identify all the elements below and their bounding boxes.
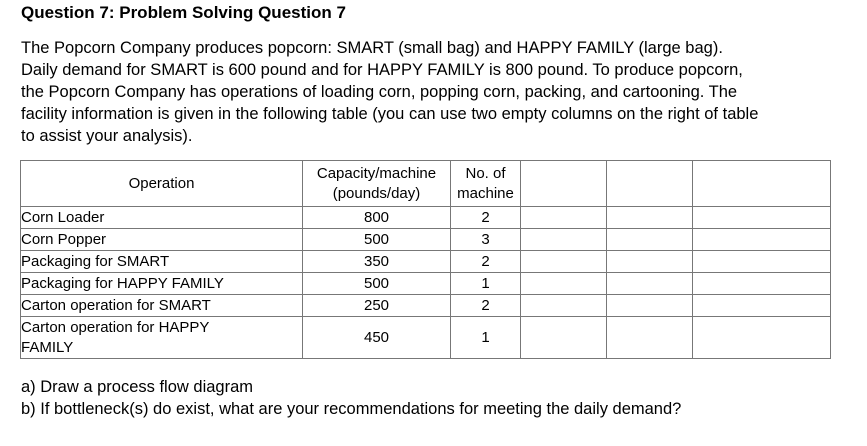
machines-cell: 3 [451, 229, 521, 251]
header-capacity [303, 161, 451, 207]
empty-analysis-cell[interactable] [521, 161, 607, 207]
description-line: The Popcorn Company produces popcorn: SMART (small bag) and HAPPY FAMILY (large bag). [21, 39, 723, 57]
empty-analysis-cell[interactable] [521, 251, 607, 273]
empty-analysis-cell[interactable] [521, 207, 607, 229]
machines-cell: 2 [451, 251, 521, 273]
header-operation: Operation [21, 161, 303, 207]
empty-analysis-cell[interactable] [607, 317, 693, 359]
facility-table [20, 160, 831, 359]
header-machines-line1: No. of [465, 164, 506, 182]
table-row [21, 273, 831, 295]
empty-analysis-cell[interactable] [693, 229, 831, 251]
empty-analysis-cell[interactable] [693, 317, 831, 359]
capacity-cell: 350 [303, 251, 451, 273]
empty-analysis-cell[interactable] [607, 207, 693, 229]
question-b: b) If bottleneck(s) do exist, what are your recommendations for meeting the daily demand? [21, 400, 682, 418]
empty-analysis-cell[interactable] [521, 229, 607, 251]
table-row [21, 229, 831, 251]
empty-analysis-cell[interactable] [521, 317, 607, 359]
empty-analysis-cell[interactable] [607, 161, 693, 207]
empty-analysis-cell[interactable] [521, 273, 607, 295]
header-machines [451, 161, 521, 207]
sub-questions [21, 376, 681, 420]
operation-cell: Carton operation for SMART [21, 295, 303, 317]
problem-description [21, 37, 851, 147]
machines-cell: 2 [451, 207, 521, 229]
empty-analysis-cell[interactable] [693, 295, 831, 317]
operation-cell: Corn Loader [21, 207, 303, 229]
question-title: Question 7: Problem Solving Question 7 [21, 3, 346, 22]
question-a: a) Draw a process flow diagram [21, 378, 253, 396]
machines-cell: 1 [451, 273, 521, 295]
machines-cell: 2 [451, 295, 521, 317]
empty-analysis-cell[interactable] [521, 295, 607, 317]
machines-cell: 1 [451, 317, 521, 359]
header-capacity-line2: (pounds/day) [332, 184, 421, 202]
capacity-cell: 250 [303, 295, 451, 317]
description-line: Daily demand for SMART is 600 pound and for HAPPY FAMILY is 800 pound. To produce popcorn, [21, 61, 743, 79]
table-row [21, 207, 831, 229]
empty-analysis-cell[interactable] [607, 229, 693, 251]
description-line: facility information is given in the following table (you can use two empty columns on the right of table [21, 105, 759, 123]
header-machines-line2: machine [457, 184, 514, 202]
capacity-cell: 450 [303, 317, 451, 359]
description-line: to assist your analysis). [21, 127, 193, 145]
operation-cell: Packaging for SMART [21, 251, 303, 273]
operation-cell: Corn Popper [21, 229, 303, 251]
table-row [21, 251, 831, 273]
capacity-cell: 500 [303, 229, 451, 251]
operation-cell [21, 317, 303, 359]
operation-line2: FAMILY [21, 338, 74, 356]
empty-analysis-cell[interactable] [607, 273, 693, 295]
empty-analysis-cell[interactable] [607, 251, 693, 273]
table-row [21, 317, 831, 359]
empty-analysis-cell[interactable] [693, 273, 831, 295]
table-row [21, 295, 831, 317]
empty-analysis-cell[interactable] [693, 161, 831, 207]
header-capacity-line1: Capacity/machine [316, 164, 437, 182]
empty-analysis-cell[interactable] [607, 295, 693, 317]
capacity-cell: 800 [303, 207, 451, 229]
operation-cell: Packaging for HAPPY FAMILY [21, 273, 303, 295]
operation-line1: Carton operation for HAPPY [21, 318, 210, 336]
description-line: the Popcorn Company has operations of loading corn, popping corn, packing, and cartooning. The [21, 83, 738, 101]
table-header-row [21, 161, 831, 207]
empty-analysis-cell[interactable] [693, 207, 831, 229]
empty-analysis-cell[interactable] [693, 251, 831, 273]
capacity-cell: 500 [303, 273, 451, 295]
